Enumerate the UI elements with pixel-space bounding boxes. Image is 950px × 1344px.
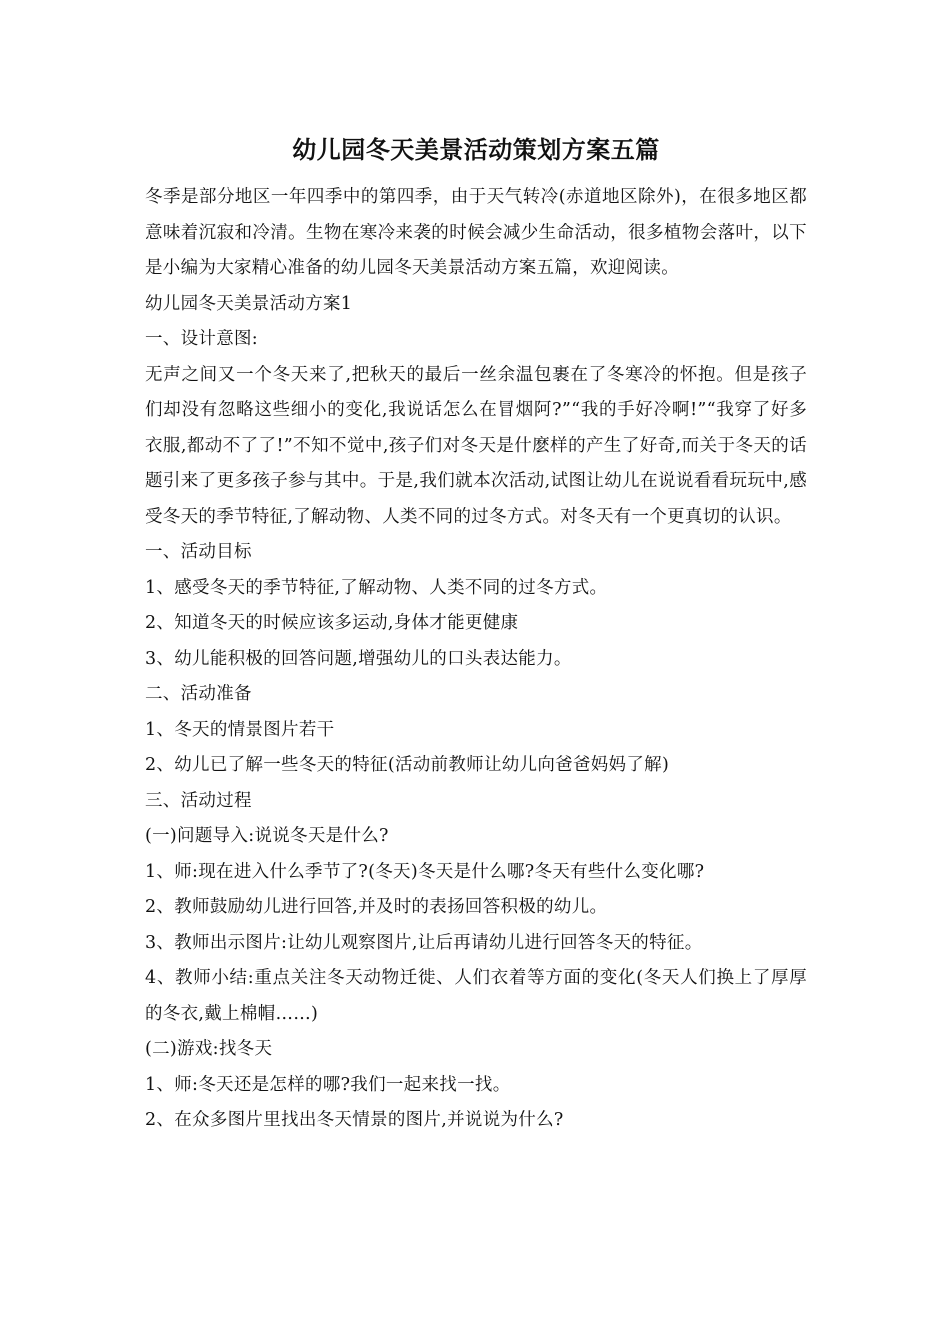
heading-activity-process: 三、活动过程	[145, 790, 252, 811]
document-page	[145, 132, 807, 1139]
subheading-game-find-winter: (二)游戏:找冬天	[145, 1039, 273, 1059]
process-item-2: 2、教师鼓励幼儿进行回答,并及时的表扬回答积极的幼儿。	[145, 897, 608, 917]
heading-activity-preparation: 二、活动准备	[145, 684, 252, 704]
preparation-item-2: 2、幼儿已了解一些冬天的特征(活动前教师让幼儿向爸爸妈妈了解)	[145, 755, 670, 775]
goal-item-3: 3、幼儿能积极的回答问题,增强幼儿的口头表达能力。	[145, 648, 572, 669]
game-item-1: 1、师:冬天还是怎样的哪?我们一起来找一找。	[145, 1074, 511, 1095]
heading-design-intent: 一、设计意图:	[145, 329, 258, 349]
document-title: 幼儿园冬天美景活动策划方案五篇	[292, 135, 660, 164]
process-item-3: 3、教师出示图片:让幼儿观察图片,让后再请幼儿进行回答冬天的特征。	[145, 932, 703, 953]
section-heading-plan-1: 幼儿园冬天美景活动方案1	[145, 293, 353, 314]
intro-paragraph: 冬季是部分地区一年四季中的第四季，由于天气转冷(赤道地区除外)，在很多地区都意味着沉寂和冷清。生物在寒冷来袭的时候会减少生命活动，很多植物会落叶，以下是小编为大家精心准备的幼儿园冬天美景活动方案五篇，欢迎阅读。	[145, 187, 807, 278]
preparation-item-1: 1、冬天的情景图片若干	[145, 719, 335, 740]
heading-activity-goals: 一、活动目标	[145, 542, 252, 562]
process-item-1: 1、师:现在进入什么季节了?(冬天)冬天是什么哪?冬天有些什么变化哪?	[145, 861, 705, 882]
subheading-question-intro: (一)问题导入:说说冬天是什么?	[145, 826, 389, 846]
goal-item-1: 1、感受冬天的季节特征,了解动物、人类不同的过冬方式。	[145, 577, 608, 598]
process-item-4: 4、教师小结:重点关注冬天动物迁徙、人们衣着等方面的变化(冬天人们换上了厚厚的冬衣,戴上棉帽……)	[145, 968, 807, 1024]
game-item-2: 2、在众多图片里找出冬天情景的图片,并说说为什么?	[145, 1110, 564, 1130]
design-intent-paragraph: 无声之间又一个冬天来了,把秋天的最后一丝余温包裹在了冬寒冷的怀抱。但是孩子们却没有忽略这些细小的变化,我说话怎么在冒烟阿?”“我的手好冷啊!”“我穿了好多衣服,都动不了了!”不知不觉中,孩子们对冬天是什麽样的产生了好奇,而关于冬天的话题引来了更多孩子参与其中。于是,我们就本次活动,试图让幼儿在说说看看玩玩中,感受冬天的季节特征,了解动物、人类不同的过冬方式。对冬天有一个更真切的认识。	[145, 364, 807, 527]
goal-item-2: 2、知道冬天的时候应该多运动,身体才能更健康	[145, 613, 519, 633]
